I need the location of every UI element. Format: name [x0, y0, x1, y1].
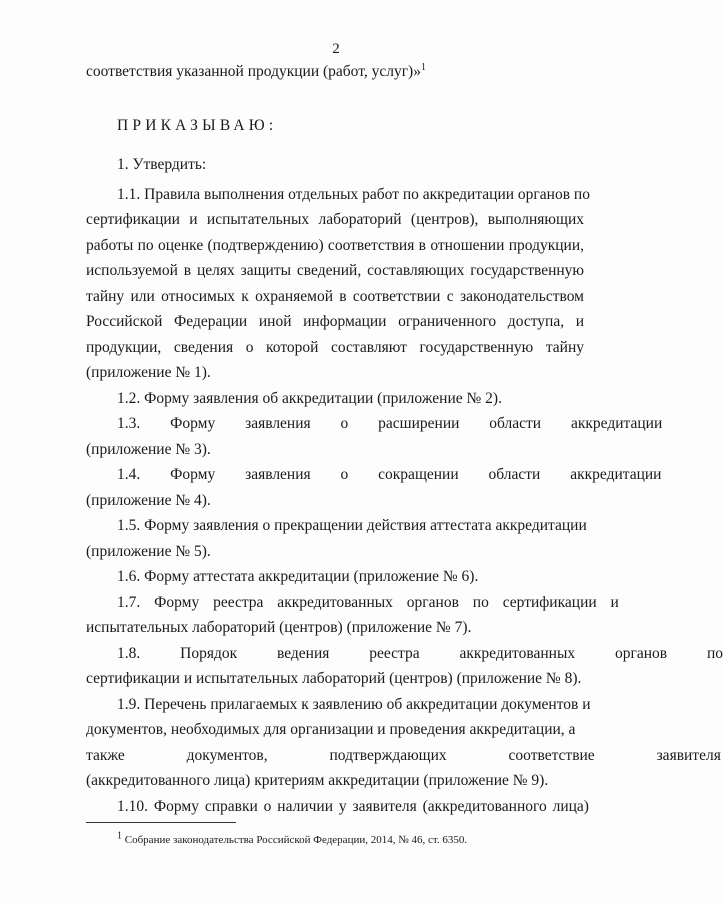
- page-number: 2: [332, 41, 340, 57]
- footnote: [117, 831, 467, 849]
- footnote-divider: [86, 822, 236, 823]
- paragraph-line: сертификации и испытательных лабораторий (центров) (приложение № 8).: [86, 670, 582, 687]
- paragraph-line: документов, необходимых для организации и проведения аккредитации, а: [86, 721, 576, 738]
- paragraph-line: работы по оценке (подтверждению) соответствия в отношении продукции,: [86, 237, 584, 254]
- paragraph-line: 1.1. Правила выполнения отдельных работ по аккредитации органов по: [117, 186, 590, 203]
- paragraph-line: 1.2. Форму заявления об аккредитации (приложение № 2).: [117, 390, 502, 407]
- paragraph-line: сертификации и испытательных лабораторий (центров), выполняющих: [86, 211, 584, 228]
- top-line: [86, 63, 426, 81]
- paragraph-line: 1.10. Форму справки о наличии у заявителя (аккредитованного лица): [117, 798, 589, 815]
- paragraph-line: 1.3. Форму заявления о расширении области аккредитации: [117, 415, 663, 432]
- paragraph-line: также документов, подтверждающих соответствие заявителя: [86, 747, 721, 764]
- top-line-text: соответствия указанной продукции (работ, услуг)»: [86, 63, 421, 80]
- paragraph-line: 1.4. Форму заявления о сокращении области аккредитации: [117, 466, 662, 483]
- paragraph-line: 1.6. Форму аттестата аккредитации (приложение № 6).: [117, 568, 479, 585]
- paragraph-line: 1.7. Форму реестра аккредитованных органов по сертификации и: [117, 594, 619, 611]
- footnote-mark: 1: [117, 830, 122, 842]
- paragraph-line: (приложение № 3).: [86, 441, 211, 458]
- footnote-text: Собрание законодательства Российской Федерации, 2014, № 46, ст. 6350.: [124, 834, 468, 846]
- footnote-reference: 1: [420, 61, 426, 73]
- paragraph-line: Российской Федерации иной информации ограниченного доступа, и: [86, 313, 584, 330]
- paragraph-line: (приложение № 4).: [86, 492, 211, 509]
- paragraph-line: тайну или относимых к охраняемой в соответствии с законодательством: [86, 288, 584, 305]
- paragraph-line: 1.5. Форму заявления о прекращении действия аттестата аккредитации: [117, 517, 587, 534]
- paragraph-line: продукции, сведения о которой составляют государственную тайну: [86, 339, 584, 356]
- paragraph-line: 1.9. Перечень прилагаемых к заявлению об аккредитации документов и: [117, 696, 591, 713]
- paragraph-line: (приложение № 5).: [86, 543, 211, 560]
- paragraph-line: 1.8. Порядок ведения реестра аккредитованных органов по: [117, 645, 723, 662]
- paragraph-line: используемой в целях защиты сведений, составляющих государственную: [86, 262, 584, 279]
- paragraph-line: (аккредитованного лица) критериям аккредитации (приложение № 9).: [86, 772, 549, 789]
- order-heading: ПРИКАЗЫВАЮ:: [117, 117, 278, 134]
- item-1: 1. Утвердить:: [117, 156, 207, 173]
- paragraph-line: испытательных лабораторий (центров) (приложение № 7).: [86, 619, 472, 636]
- paragraph-line: (приложение № 1).: [86, 364, 211, 381]
